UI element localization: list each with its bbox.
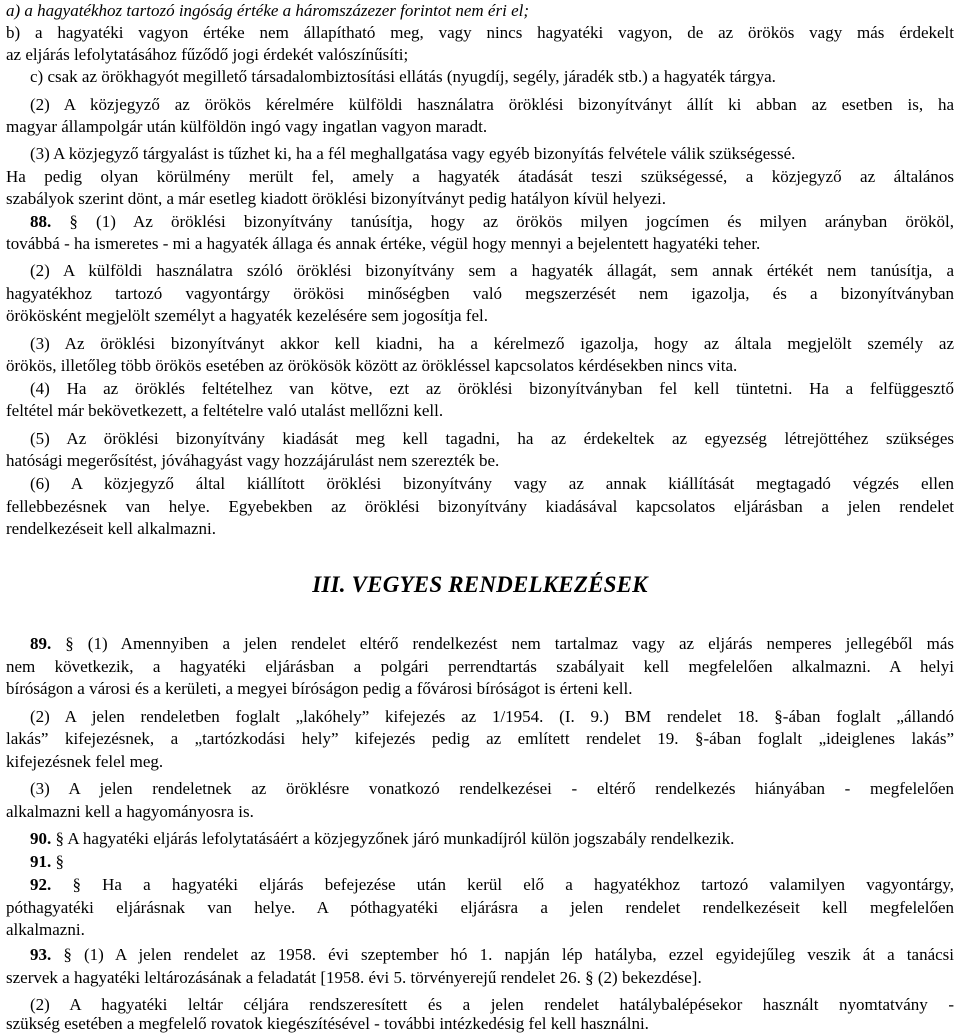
paragraph-line: (6) A közjegyző által kiállított öröklési bizonyítvány vagy az annak kiállítását megtagadó végzés ellen [30,474,954,493]
section-88-line: 88. § (1) Az öröklési bizonyítvány tanúsítja, hogy az örökös milyen jogcímen és milyen arányban örököl, [30,212,954,231]
text-line: örökösként megjelölt személyt a hagyaték kezelésére sem jogosítja fel. [6,306,488,325]
text-line: az eljárás lefolytatásához fűződő jogi érdekét valószínűsíti; [6,45,409,64]
text-line: feltétel már bekövetkezett, a feltételre való utalást mellőzni kell. [6,401,444,420]
text-line: alkalmazni. [6,920,85,939]
text-line: alkalmazni kell a hagyományosra is. [6,802,254,821]
section-93-line: 93. § (1) A jelen rendelet az 1958. évi szeptember hó 1. napján lép hatályba, ezzel egyidejűleg veszik át a tanácsi [30,945,955,964]
paragraph-line: (3) A jelen rendeletnek az öröklésre vonatkozó rendelkezései - eltérő rendelkezés hiányában - megfelelően [30,779,954,798]
paragraph-line: (3) Az öröklési bizonyítványt akkor kell kiadni, ha a kérelmező igazolja, hogy az általa megjelölt személy az [30,334,954,353]
text-line: póthagyatéki eljárásnak van helye. A póthagyatéki eljárásra a jelen rendelet rendelkezéseit kell megfelelően [6,898,954,917]
section-number: 90. [30,829,52,848]
text-line: magyar állampolgár után külföldön ingó vagy ingatlan vagyon maradt. [6,117,488,136]
section-91-line [30,851,954,873]
section-number: 89. [30,634,52,653]
text-line-list-a: a) a hagyatékhoz tartozó ingóság értéke a háromszázezer forintot nem éri el; [6,1,529,20]
section-number: 93. [30,945,52,964]
text-line: továbbá - ha ismeretes - mi a hagyaték állaga és annak értéke, végül hogy mennyi a bejelentett hagyatéki teher. [6,234,761,253]
section-90-line: 90. § A hagyatéki eljárás lefolytatásáért a közjegyzőnek járó munkadíjról külön jogszabály rendelkezik. [30,829,735,848]
section-92-line: 92. § Ha a hagyatéki eljárás befejezése után kerül elő a hagyatékhoz tartozó valamilyen vagyontárgy, [30,875,955,894]
paragraph-line: (5) Az öröklési bizonyítvány kiadását meg kell tagadni, ha az érdekeltek az egyezség létrejöttéhez szükséges [30,429,954,448]
paragraph-line: (2) A külföldi használatra szóló öröklési bizonyítvány sem a hagyaték állagát, sem annak értékét nem tanúsítja, a [30,261,954,280]
text-line: rendelkezéseit kell alkalmazni. [6,519,217,538]
text-line: hagyatékhoz tartozó vagyontárgy örökösi minőségben való megszerzését nem igazolja, és a bizonyítványban [6,284,954,303]
section-number: 91. [30,852,52,871]
text-line: szervek a hagyatéki leltározásának a feladatát [1958. évi 5. törvényerejű rendelet 26. § (2) bekezdése]. [6,968,702,987]
text-line: fellebbezésnek van helye. Egyebekben az öröklési bizonyítvány kiadásával kapcsolatos eljárásban a jelen rendelet [6,497,954,516]
text-line: lakás” kifejezésnek, a „tartózkodási hely” kifejezés pedig az említett rendelet 19. §-ában foglalt „ideiglenes lakás” [6,729,954,748]
paragraph-line: (4) Ha az öröklés feltételhez van kötve, ezt az öröklési bizonyítványban fel kell tüntetni. Ha a felfüggesztő [30,379,954,398]
section-sign: § [65,634,74,653]
text-line: nem következik, a hagyatéki eljárásban a polgári perrendtartás szabályait kell megfelelően alkalmazni. A helyi [6,657,954,676]
section-sign: § [55,829,64,848]
section-sign: § [63,945,72,964]
text-line: kifejezésnek felel meg. [6,752,164,771]
paragraph-line: (3) A közjegyző tárgyalást is tűzhet ki, ha a fél meghallgatása vagy egyéb bizonyítás felvétele válik szükségessé. [30,144,796,163]
section-heading: III. VEGYES RENDELKEZÉSEK [312,572,648,597]
section-sign: § [55,852,64,871]
text-line: bíróságon a városi és a kerületi, a megyei bíróságon pedig a fővárosi bíróságot is érteni kell. [6,679,633,698]
section-sign: § [72,875,81,894]
section-89-line: 89. § (1) Amennyiben a jelen rendelet eltérő rendelkezést nem tartalmaz vagy az eljárás nemperes jellegéből más [30,634,955,653]
text-line-list-c: c) csak az örökhagyót megillető társadalombiztosítási ellátás (nyugdíj, segély, járadék stb.) a hagyaték tárgya. [30,67,776,86]
section-number: 88. [30,212,52,231]
text-line: szabályok szerint dönt, a már esetleg kiadott öröklési bizonyítványt pedig hatályon kívül helyezi. [6,189,666,208]
paragraph-line: (2) A hagyatéki leltár céljára rendszeresített és a jelen rendelet hatálybalépésekor használt nyomtatvány - [30,995,954,1014]
text-line: örökös, illetőleg több örökös esetében az örökösök között az örökléssel kapcsolatos kérdésekben nincs vita. [6,356,738,375]
section-number: 92. [30,875,52,894]
section-sign: § [69,212,78,231]
paragraph-line: (2) A jelen rendeletben foglalt „lakóhely” kifejezés az 1/1954. (I. 9.) BM rendelet 18. §-ában foglalt „állandó [30,707,954,726]
text-line: Ha pedig olyan körülmény merült fel, amely a hagyaték átadását teszi szükségessé, a közjegyző az általános [6,167,954,186]
text-line: hatósági megerősítést, jóváhagyást vagy hozzájárulást nem szerezték be. [6,451,500,470]
paragraph-line: (2) A közjegyző az örökös kérelmére külföldi használatra öröklési bizonyítványt állít ki abban az esetben is, ha [30,95,954,114]
text-line: szükség esetében a megfelelő rovatok kiegészítésével - további intézkedésig fel kell használni. [6,1014,649,1033]
text-line-list-b: b) a hagyatéki vagyon értéke nem állapítható meg, vagy nincs hagyatéki vagyon, de az örökös vagy más érdekelt [6,23,954,42]
